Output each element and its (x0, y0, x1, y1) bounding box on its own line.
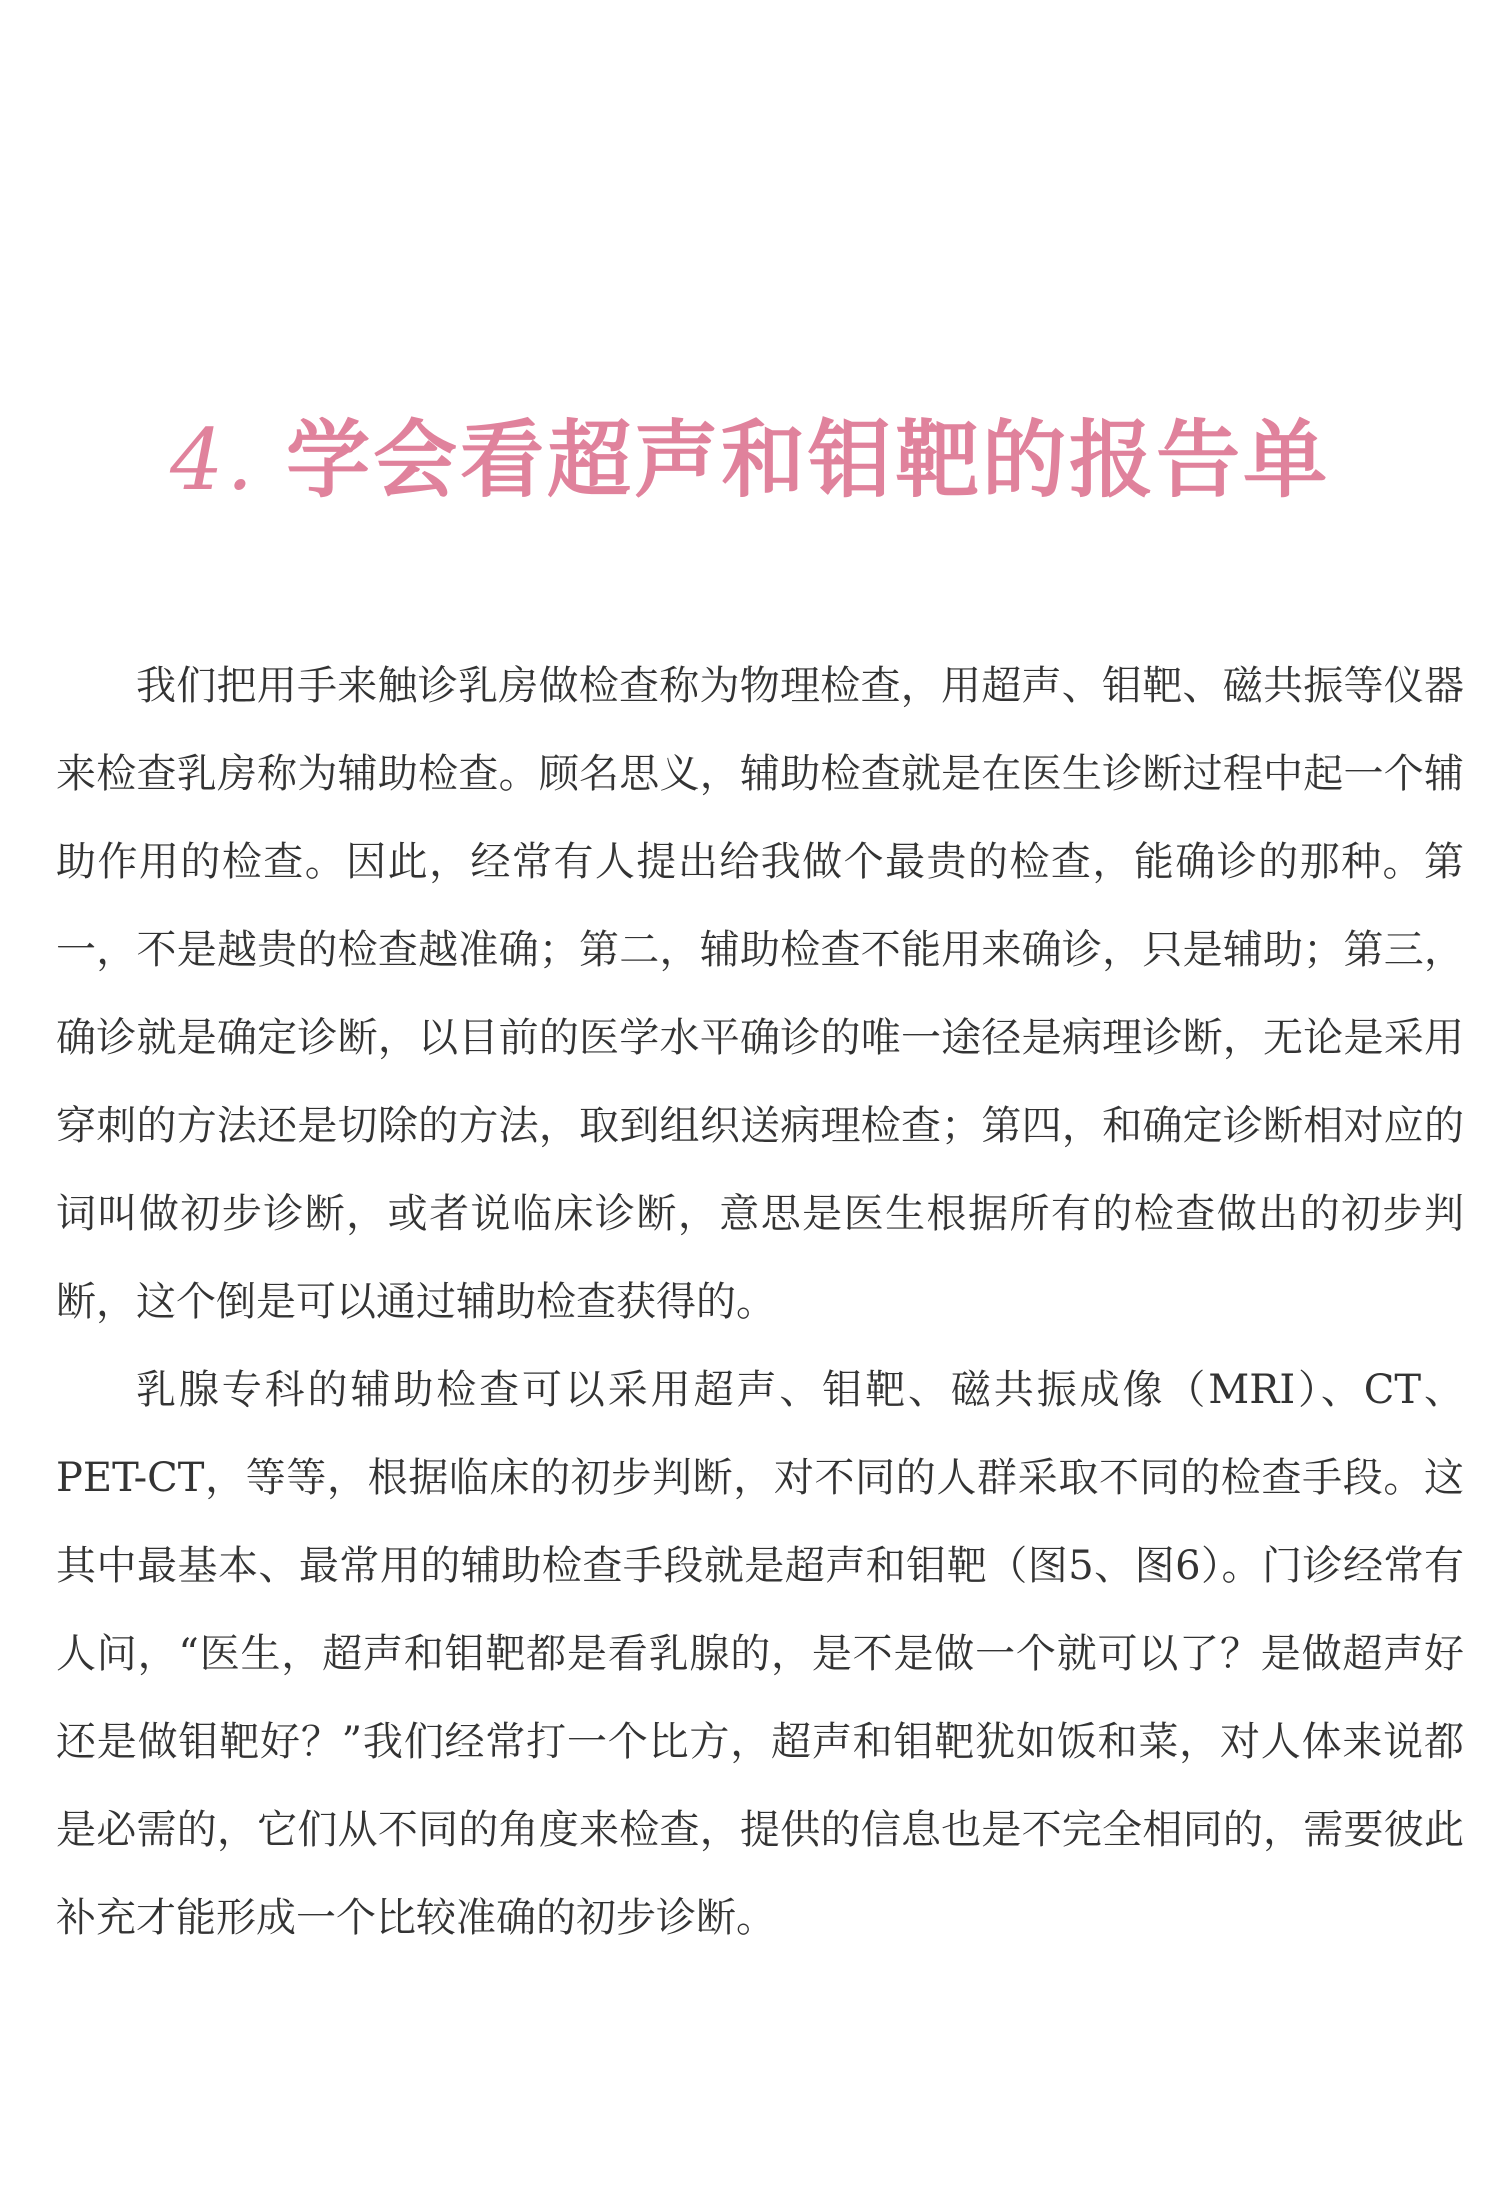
section-number: 4. (170, 411, 257, 509)
section-title: 学会看超声和钼靶的报告单 (286, 410, 1331, 509)
body-text (56, 642, 1464, 1962)
paragraph-1: 我们把用手来触诊乳房做检查称为物理检查，用超声、钼靶、磁共振等仪器来检查乳房称为辅助检查。顾名思义，辅助检查就是在医生诊断过程中起一个辅助作用的检查。因此，经常有人提出给我做个最贵的检查，能确诊的那种。第一，不是越贵的检查越准确；第二，辅助检查不能用来确诊，只是辅助；第三，确诊就是确定诊断，以目前的医学水平确诊的唯一途径是病理诊断，无论是采用穿刺的方法还是切除的方法，取到组织送病理检查；第四，和确定诊断相对应的词叫做初步诊断，或者说临床诊断，意思是医生根据所有的检查做出的初步判断，这个倒是可以通过辅助检查获得的。 (56, 663, 1464, 1325)
section-heading (170, 405, 1330, 515)
paragraph-2: 乳腺专科的辅助检查可以采用超声、钼靶、磁共振成像（MRI）、CT、PET-CT，等等，根据临床的初步判断，对不同的人群采取不同的检查手段。这其中最基本、最常用的辅助检查手段就是超声和钼靶（图5、图6）。门诊经常有人问，“医生，超声和钼靶都是看乳腺的，是不是做一个就可以了？是做超声好还是做钼靶好？”我们经常打一个比方，超声和钼靶犹如饭和菜，对人体来说都是必需的，它们从不同的角度来检查，提供的信息也是不完全相同的，需要彼此补充才能形成一个比较准确的初步诊断。 (56, 1367, 1464, 1941)
